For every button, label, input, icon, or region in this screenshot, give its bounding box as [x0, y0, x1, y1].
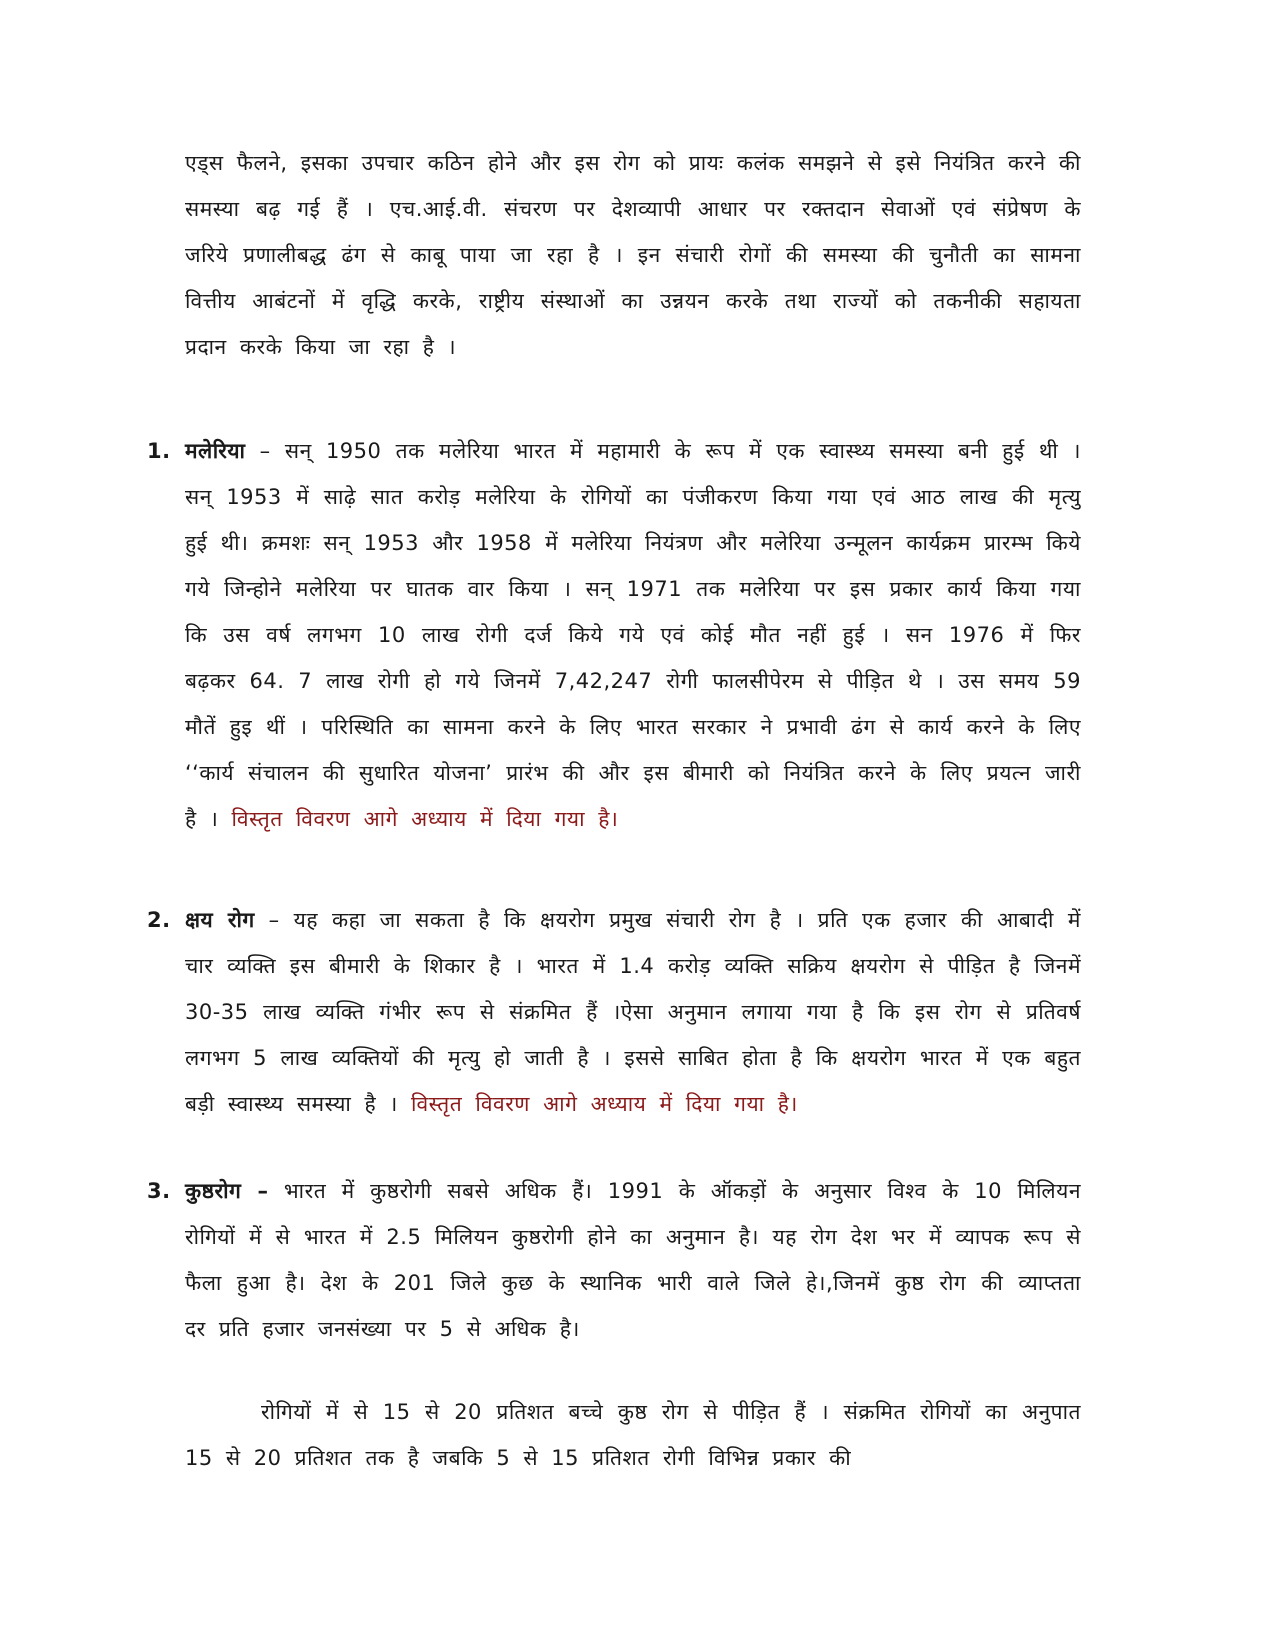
- list-item-malaria: [147, 428, 1081, 842]
- item-heading: कुष्ठरोग –: [185, 1179, 269, 1203]
- item-number: 2.: [147, 908, 171, 932]
- list-item-leprosy: [147, 1168, 1081, 1352]
- item-body: – सन् 1950 तक मलेरिया भारत में महामारी के रूप में एक स्वास्थ्य समस्या बनी हुई थी । सन् 1953 में साढ़े सात करोड़ मलेरिया के रोगियों का पंजीकरण किया गया एवं आठ लाख की मृत्यु हुई थी। क्रमशः सन् 1953 और 1958 में मलेरिया नियंत्रण और मलेरिया उन्मूलन कार्यक्रम प्रारम्भ किये गये जिन्होने मलेरिया पर घातक वार किया । सन् 1971 तक मलेरिया पर इस प्रकार कार्य किया गया कि उस वर्ष लगभग 10 लाख रोगी दर्ज किये गये एवं कोई मौत नहीं हुई । सन 1976 में फिर बढ़कर 64. 7 लाख रोगी हो गये जिनमें 7,42,247 रोगी फालसीपेरम से पीड़ित थे । उस समय 59 मौतें हुइ थीं । परिस्थिति का सामना करने के लिए भारत सरकार ने प्रभावी ढंग से कार्य करने के लिए ‘‘कार्य संचालन की सुधारित योजना’ प्रारंभ की और इस बीमारी को नियंत्रित करने के लिए प्रयत्न जारी है ।: [185, 439, 1081, 831]
- continuation-paragraph: रोगियों में से 15 से 20 प्रतिशत बच्चे कुष्ठ रोग से पीड़ित हैं । संक्रमित रोगियों का अनुपात 15 से 20 प्रतिशत तक है जबकि 5 से 15 प्रतिशत रोगी विभिन्न प्रकार की: [185, 1400, 1081, 1470]
- item-body: – यह कहा जा सकता है कि क्षयरोग प्रमुख संचारी रोग है । प्रति एक हजार की आबादी में चार व्यक्ति इस बीमारी के शिकार है । भारत में 1.4 करोड़ व्यक्ति सक्रिय क्षयरोग से पीड़ित है जिनमें 30-35 लाख व्यक्ति गंभीर रूप से संक्रमित हैं ।ऐसा अनुमान लगाया गया है कि इस रोग से प्रतिवर्ष लगभग 5 लाख व्यक्तियों की मृत्यु हो जाती है । इससे साबित होता है कि क्षयरोग भारत में एक बहुत बड़ी स्वास्थ्य समस्या है ।: [185, 908, 1081, 1116]
- item-heading: मलेरिया: [185, 439, 246, 463]
- list-item-tuberculosis: [147, 897, 1081, 1127]
- item-reference-note: विस्तृत विवरण आगे अध्याय में दिया गया है।: [411, 1092, 798, 1116]
- item-reference-note: विस्तृत विवरण आगे अध्याय में दिया गया है।: [231, 807, 619, 831]
- intro-paragraph: एड्स फैलने, इसका उपचार कठिन होने और इस रोग को प्रायः कलंक समझने से इसे नियंत्रित करने की समस्या बढ़ गई हैं । एच.आई.वी. संचरण पर देशव्यापी आधार पर रक्तदान सेवाओं एवं संप्रेषण के जरिये प्रणालीबद्ध ढंग से काबू पाया जा रहा है । इन संचारी रोगों की समस्या की चुनौती का सामना वित्तीय आबंटनों में वृद्धि करके, राष्ट्रीय संस्थाओं का उन्नयन करके तथा राज्यों को तकनीकी सहायता प्रदान करके किया जा रहा है ।: [185, 151, 1081, 359]
- item-number: 3.: [147, 1179, 171, 1203]
- item-number: 1.: [147, 439, 171, 463]
- item-body: भारत में कुष्ठरोगी सबसे अधिक हैं। 1991 के ऑकड़ों के अनुसार विश्व के 10 मिलियन रोगियों में से भारत में 2.5 मिलियन कुष्ठरोगी होने का अनुमान है। यह रोग देश भर में व्यापक रूप से फैला हुआ है। देश के 201 जिले कुछ के स्थानिक भारी वाले जिले हे।,जिनमें कुष्ठ रोग की व्याप्तता दर प्रति हजार जनसंख्या पर 5 से अधिक है।: [185, 1179, 1081, 1341]
- item-heading: क्षय रोग: [185, 908, 255, 932]
